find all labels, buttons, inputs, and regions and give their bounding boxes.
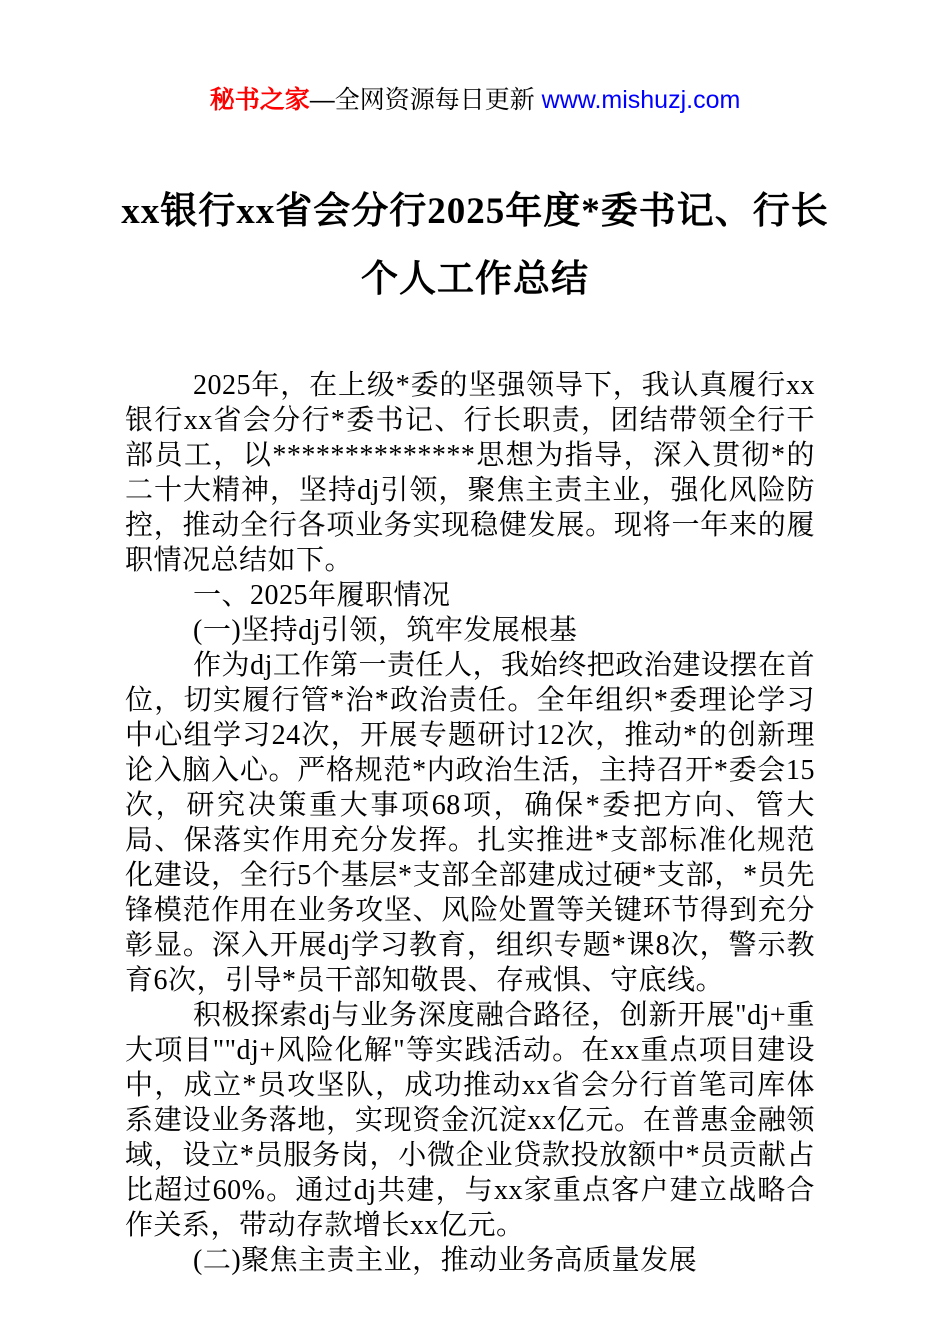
site-url-link[interactable]: www.mishuzj.com <box>541 86 741 114</box>
paragraph-intro: 2025年，在上级*委的坚强领导下，我认真履行xx银行xx省会分行*委书记、行长职责，团结带领全行干部员工，以**************思想为指导，深入贯彻*的二十大精神，坚持dj引领，聚焦主责主业，强化风险防控，推动全行各项业务实现稳健发展。现将一年来的履职情况总结如下。 <box>125 370 815 576</box>
paragraph-dj-leadership: 作为dj工作第一责任人，我始终把政治建设摆在首位，切实履行管*治*政治责任。全年组织*委理论学习中心组学习24次，开展专题研讨12次，推动*的创新理论入脑入心。严格规范*内政治生活，主持召开*委会15次，研究决策重大事项68项，确保*委把方向、管大局、保落实作用充分发挥。扎实推进*支部标准化规范化建设，全行5个基层*支部全部建成过硬*支部，*员先锋模范作用在业务攻坚、风险处置等关键环节得到充分彰显。深入开展dj学习教育，组织专题*课8次，警示教育6次，引导*员干部知敬畏、存戒惧、守底线。 <box>125 650 815 996</box>
heading-subsection-1: (一)坚持dj引领，筑牢发展根基 <box>193 615 578 646</box>
site-brand: 秘书之家 <box>209 86 310 114</box>
heading-subsection-2: (二)聚焦主责主业，推动业务高质量发展 <box>193 1245 698 1276</box>
paragraph-dj-business-integration: 积极探索dj与业务深度融合路径，创新开展"dj+重大项目""dj+风险化解"等实践活动。在xx重点项目建设中，成立*员攻坚队，成功推动xx省会分行首笔司库体系建设业务落地，实现资金沉淀xx亿元。在普惠金融领域，设立*员服务岗，小微企业贷款投放额中*员贡献占比超过60%。通过dj共建，与xx家重点客户建立战略合作关系，带动存款增长xx亿元。 <box>125 1000 815 1241</box>
site-header <box>0 84 950 116</box>
heading-section-1: 一、2025年履职情况 <box>193 580 451 611</box>
document-title: xx银行xx省会分行2025年度*委书记、行长个人工作总结 <box>121 191 829 300</box>
site-tagline: —全网资源每日更新 <box>309 86 542 114</box>
document-body <box>0 368 950 1278</box>
